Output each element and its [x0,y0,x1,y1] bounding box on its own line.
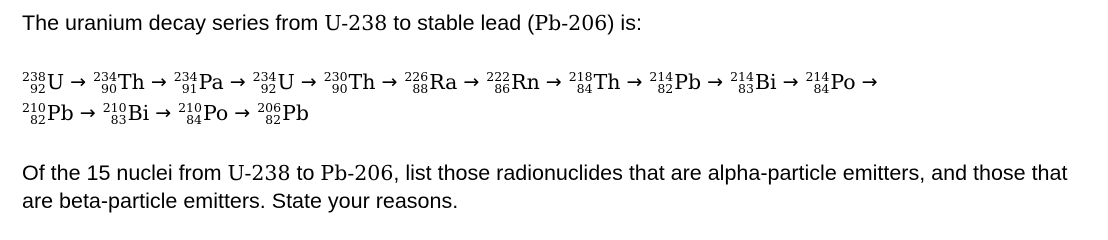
nuclide-15 [257,98,309,129]
atomic-number: 91 [181,80,198,96]
intro-text-end: ) is: [607,11,642,35]
mass-number: 234 [252,68,277,84]
decay-arrow: → [861,71,878,93]
element-symbol: Th [117,70,145,94]
decay-arrow: → [70,71,87,93]
mass-number: 210 [178,99,202,115]
atomic-number: 83 [110,111,127,127]
element-symbol: Pa [198,70,224,94]
nuclide-1 [22,67,64,98]
atomic-number: 86 [494,80,511,96]
atomic-number: 92 [29,80,46,96]
nuclide-scripts [805,68,830,96]
atomic-number: 82 [657,80,674,96]
mass-number: 238 [22,68,46,84]
element-symbol: Bi [127,101,150,125]
atomic-number: 88 [412,80,429,96]
mass-number: 226 [404,68,429,84]
nuclide-scripts [323,68,348,96]
element-symbol: Pb [46,101,74,125]
nuclide-scripts [173,68,198,96]
decay-arrow: → [626,71,643,93]
question-text [22,159,1088,215]
question-text-part-1: Of the 15 nuclei from [22,161,228,185]
decay-arrow: → [463,71,480,93]
mass-number: 206 [257,99,282,115]
atomic-number: 84 [576,80,593,96]
atomic-number: 90 [331,80,348,96]
element-symbol: Po [830,70,856,94]
element-symbol: Th [593,70,621,94]
nuclide-2 [93,67,145,98]
nuclide-12 [22,98,74,129]
mass-number: 210 [102,99,127,115]
nuclide-3 [174,67,224,98]
decay-arrow: → [545,71,562,93]
intro-sentence [22,9,642,37]
nuclide-scripts [102,99,127,127]
element-symbol: Ra [429,70,458,94]
atomic-number: 90 [101,80,117,96]
nuclide-scripts [93,68,117,96]
nuclide-6 [404,67,457,98]
atomic-number: 92 [260,80,277,96]
nuclide-scripts [404,68,429,96]
element-symbol: Pb [674,70,702,94]
intro-text-start: The uranium decay series from [22,11,325,35]
element-symbol: Po [202,101,229,125]
mass-number: 214 [649,68,674,84]
atomic-number: 84 [813,80,830,96]
mass-number: 214 [730,68,754,84]
decay-arrow: → [381,71,398,93]
element-symbol: Bi [754,70,777,94]
element-symbol: Th [348,70,376,94]
atomic-number: 84 [186,111,202,127]
element-symbol: U [277,70,295,94]
decay-arrow: → [150,71,167,93]
intro-start-nuclide: U-238 [324,11,388,35]
nuclide-scripts [568,68,593,96]
atomic-number: 82 [29,111,46,127]
element-symbol: U [46,70,65,94]
nuclide-scripts [257,99,282,127]
nuclide-11 [805,67,855,98]
element-symbol: Rn [511,70,540,94]
question-text-part-2: to [290,161,321,185]
mass-number: 234 [173,68,198,84]
mass-number: 222 [486,68,511,84]
mass-number: 234 [93,68,117,84]
nuclide-scripts [22,68,46,96]
nuclide-scripts [649,68,674,96]
atomic-number: 83 [738,80,754,96]
decay-series-line-1 [22,66,1088,97]
nuclide-7 [486,67,540,98]
nuclide-13 [103,98,149,129]
decay-arrow: → [782,71,799,93]
decay-arrow: → [155,102,172,124]
atomic-number: 82 [265,111,282,127]
mass-number: 230 [323,68,348,84]
question-end-nuclide: Pb-206 [320,161,394,185]
decay-series-line-2 [22,97,1088,128]
nuclide-9 [649,67,701,98]
decay-arrow: → [79,102,96,124]
nuclide-5 [324,67,376,98]
nuclide-scripts [252,68,277,96]
decay-arrow: → [234,102,251,124]
question-text-part-3: , list those radionuclides that are alpha-particle emitters, and those that are beta-particle emitters. State your reasons. [22,161,1068,213]
nuclide-14 [178,98,228,129]
question-start-nuclide: U-238 [227,161,291,185]
nuclide-8 [569,67,621,98]
decay-arrow: → [300,71,317,93]
mass-number: 214 [805,68,830,84]
nuclide-10 [730,67,776,98]
decay-series [22,66,1088,128]
decay-arrow: → [707,71,724,93]
element-symbol: Pb [282,101,309,125]
nuclide-scripts [178,99,202,127]
nuclide-scripts [22,99,46,127]
nuclide-scripts [486,68,511,96]
decay-arrow: → [229,71,246,93]
mass-number: 210 [22,99,46,115]
intro-end-nuclide: Pb-206 [534,11,608,35]
nuclide-scripts [730,68,754,96]
intro-text-middle: to stable lead ( [387,11,535,35]
nuclide-4 [253,67,295,98]
mass-number: 218 [568,68,593,84]
